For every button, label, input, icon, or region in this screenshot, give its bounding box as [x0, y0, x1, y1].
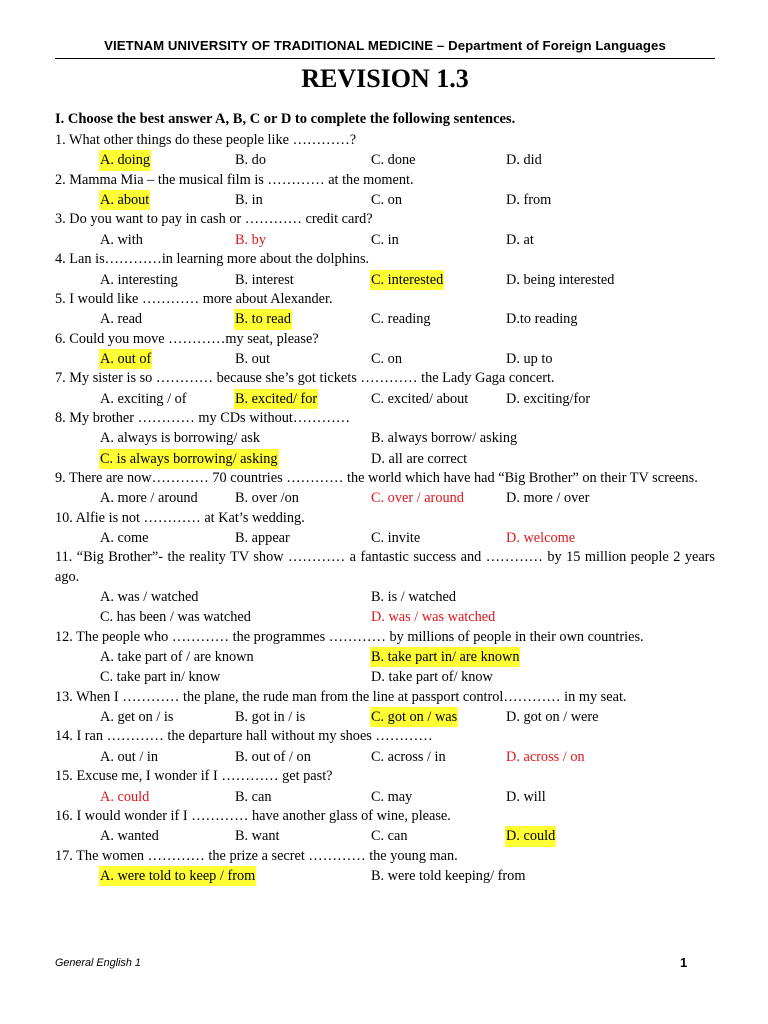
- answer-option: B. were told keeping/ from: [371, 867, 526, 884]
- answer-option: C. on: [371, 192, 402, 209]
- answer-option: A. exciting / of: [100, 390, 187, 407]
- answer-option: D. all are correct: [371, 450, 468, 467]
- options-row: [55, 449, 715, 469]
- answer-option: A. with: [100, 231, 143, 248]
- answer-option: B. take part in/ are known: [370, 647, 520, 667]
- answer-option: D. from: [506, 192, 552, 209]
- answer-option: A. out / in: [100, 748, 158, 765]
- answer-option: D. will: [506, 788, 546, 805]
- question-list: [55, 131, 715, 886]
- answer-option: D. was / was watched: [371, 609, 496, 626]
- options-row: [55, 428, 715, 448]
- answer-option: D. could: [505, 826, 556, 846]
- question-text: 17. The women ………… the prize a secret ………… the young man.: [55, 847, 458, 864]
- answer-option: A. out of: [99, 349, 152, 369]
- options-row: [55, 309, 715, 329]
- options-row: [55, 389, 715, 409]
- options-row: [55, 667, 715, 687]
- answer-option: B. in: [235, 192, 263, 209]
- page-number: 1: [680, 955, 688, 970]
- options-row: [55, 230, 715, 250]
- answer-option: B. to read: [234, 309, 292, 329]
- answer-option: B. out of / on: [235, 748, 311, 765]
- answer-option: A. get on / is: [100, 709, 174, 726]
- answer-option: C. across / in: [371, 748, 446, 765]
- answer-option: D. more / over: [506, 490, 590, 507]
- options-row: [55, 707, 715, 727]
- header-rule: [55, 58, 715, 59]
- answer-option: C. excited/ about: [371, 390, 469, 407]
- question-text: 9. There are now………… 70 countries ………… the world which have had “Big Brother” on their TV screens.: [55, 469, 698, 486]
- answer-option: D. did: [506, 152, 542, 169]
- page-header: VIETNAM UNIVERSITY OF TRADITIONAL MEDICINE – Department of Foreign Languages: [104, 38, 666, 53]
- question-text: 15. Excuse me, I wonder if I ………… get past?: [55, 768, 333, 785]
- question-text: 4. Lan is…………in learning more about the dolphins.: [55, 251, 370, 268]
- answer-option: D. across / on: [506, 748, 585, 765]
- answer-option: A. take part of / are known: [100, 649, 254, 666]
- answer-option: A. could: [100, 788, 150, 805]
- options-row: [55, 150, 715, 170]
- options-row: [55, 866, 715, 886]
- answer-option: B. can: [235, 788, 272, 805]
- answer-option: C. over / around: [371, 490, 464, 507]
- answer-option: B. got in / is: [235, 709, 306, 726]
- answer-option: C. is always borrowing/ asking: [99, 449, 279, 469]
- answer-option: A. about: [99, 190, 150, 210]
- answer-option: D. at: [506, 231, 534, 248]
- options-row: [55, 488, 715, 508]
- question-text: 16. I would wonder if I ………… have another glass of wine, please.: [55, 807, 451, 824]
- answer-option: C. reading: [371, 311, 431, 328]
- question-text: 8. My brother ………… my CDs without…………: [55, 409, 351, 426]
- question-text: 11. “Big Brother”- the reality TV show ………… a fantastic success and ………… by 15 million people 2 years ago.: [55, 549, 715, 585]
- answer-option: A. was / watched: [100, 589, 199, 606]
- question-text: 14. I ran ………… the departure hall without my shoes …………: [55, 728, 433, 745]
- answer-option: B. always borrow/ asking: [371, 430, 518, 447]
- answer-option: C. interested: [370, 270, 444, 290]
- answer-option: A. read: [100, 311, 143, 328]
- answer-option: D. up to: [506, 350, 553, 367]
- question-text: 10. Alfie is not ………… at Kat’s wedding.: [55, 509, 305, 526]
- question-text: 5. I would like ………… more about Alexander.: [55, 290, 333, 307]
- answer-option: D.to reading: [506, 311, 578, 328]
- answer-option: A. were told to keep / from: [99, 866, 256, 886]
- question-text: 2. Mamma Mia – the musical film is ………… at the moment.: [55, 171, 414, 188]
- answer-option: B. want: [235, 828, 280, 845]
- answer-option: C. can: [371, 828, 408, 845]
- answer-option: B. by: [235, 231, 266, 248]
- options-row: [55, 607, 715, 627]
- question-text: 1. What other things do these people like …………?: [55, 132, 357, 148]
- answer-option: C. invite: [371, 530, 421, 547]
- footer-course: General English 1: [55, 957, 141, 969]
- options-row: [55, 826, 715, 846]
- question-text: 6. Could you move …………my seat, please?: [55, 330, 319, 347]
- answer-option: D. got on / were: [506, 709, 599, 726]
- answer-option: A. wanted: [100, 828, 159, 845]
- answer-option: C. take part in/ know: [100, 669, 221, 686]
- options-row: [55, 190, 715, 210]
- answer-option: A. interesting: [100, 271, 178, 288]
- answer-option: D. welcome: [506, 530, 576, 547]
- question-text: 3. Do you want to pay in cash or ………… credit card?: [55, 211, 373, 228]
- answer-option: A. more / around: [100, 490, 198, 507]
- page-title: REVISION 1.3: [301, 64, 469, 93]
- options-row: [55, 647, 715, 667]
- answer-option: D. exciting/for: [506, 390, 591, 407]
- answer-option: B. is / watched: [371, 589, 456, 606]
- options-row: [55, 787, 715, 807]
- options-row: [55, 349, 715, 369]
- options-row: [55, 747, 715, 767]
- answer-option: A. always is borrowing/ ask: [100, 430, 261, 447]
- answer-option: C. in: [371, 231, 399, 248]
- answer-option: D. take part of/ know: [371, 669, 493, 686]
- answer-option: A. come: [100, 530, 149, 547]
- answer-option: B. appear: [235, 530, 290, 547]
- answer-option: C. done: [371, 152, 416, 169]
- answer-option: C. got on / was: [370, 707, 458, 727]
- answer-option: C. has been / was watched: [100, 609, 251, 626]
- answer-option: D. being interested: [506, 271, 615, 288]
- answer-option: A. doing: [99, 150, 151, 170]
- answer-option: B. excited/ for: [234, 389, 318, 409]
- answer-option: B. out: [235, 350, 270, 367]
- question-text: 12. The people who ………… the programmes ………… by millions of people in their own countries.: [55, 628, 644, 645]
- answer-option: B. do: [235, 152, 266, 169]
- options-row: [55, 270, 715, 290]
- question-text: 7. My sister is so ………… because she’s got tickets ………… the Lady Gaga concert.: [55, 370, 555, 387]
- question-text: 13. When I ………… the plane, the rude man from the line at passport control………… in my seat.: [55, 688, 627, 705]
- section-instruction: I. Choose the best answer A, B, C or D to complete the following sentences.: [55, 111, 516, 127]
- answer-option: C. may: [371, 788, 413, 805]
- answer-option: C. on: [371, 350, 402, 367]
- options-row: [55, 528, 715, 548]
- options-row: [55, 587, 715, 607]
- answer-option: B. interest: [235, 271, 294, 288]
- answer-option: B. over /on: [235, 490, 299, 507]
